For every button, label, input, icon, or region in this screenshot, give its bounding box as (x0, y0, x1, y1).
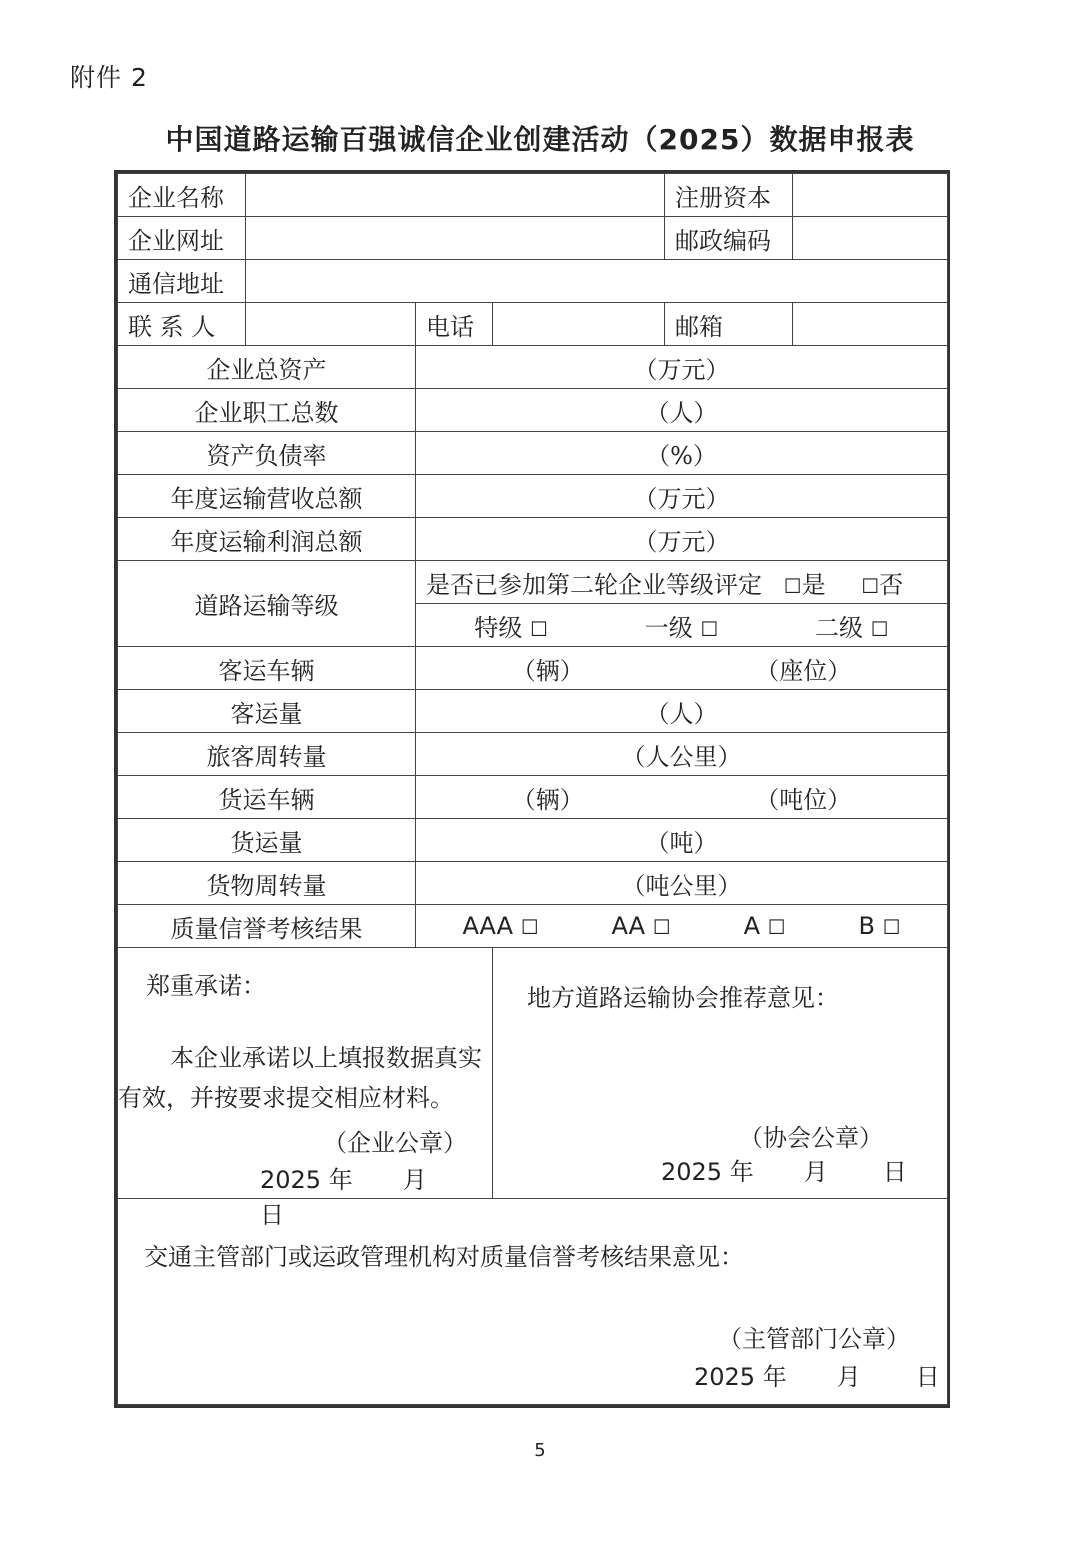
date-month: 月 (803, 1158, 828, 1186)
contact-label: 联 系 人 (118, 303, 246, 346)
level-special-checkbox[interactable] (474, 608, 548, 643)
postal-code-field[interactable] (793, 217, 948, 260)
row-input[interactable]: （%） (416, 432, 948, 475)
pledge-row (118, 948, 948, 1199)
employees-row (118, 389, 948, 432)
row-label: 旅客周转量 (118, 733, 416, 776)
company-name-row (118, 174, 948, 217)
level-label: 特级 (474, 613, 523, 642)
unit-label: （座位） (755, 656, 852, 685)
debt-ratio-row (118, 432, 948, 475)
freight-turnover-row (118, 862, 948, 905)
phone-label: 电话 (416, 303, 493, 346)
form-table (117, 173, 948, 1405)
passenger-volume-row (118, 690, 948, 733)
association-cell[interactable] (493, 948, 948, 1199)
registered-capital-field[interactable] (793, 174, 948, 217)
website-label: 企业网址 (118, 217, 246, 260)
grade-question-cell (416, 561, 948, 604)
row-input[interactable]: （吨） (416, 819, 948, 862)
authority-date (694, 1357, 940, 1392)
registered-capital-label: 注册资本 (665, 174, 793, 217)
freight-volume-row (118, 819, 948, 862)
row-input[interactable]: （人） (416, 389, 948, 432)
date-day: 日 (882, 1158, 907, 1186)
grade-levels-cell (416, 604, 948, 647)
company-name-label: 企业名称 (118, 174, 246, 217)
form-title: 中国道路运输百强诚信企业创建活动（2025）数据申报表 (165, 123, 915, 156)
row-input[interactable]: （人公里） (416, 733, 948, 776)
website-row (118, 217, 948, 260)
checkbox-icon: ☐ (783, 573, 802, 598)
row-input[interactable]: （万元） (416, 475, 948, 518)
credit-b-checkbox[interactable] (858, 912, 900, 940)
level-label: 一级 (644, 613, 693, 642)
address-row (118, 260, 948, 303)
row-label: 年度运输营收总额 (118, 475, 416, 518)
grade-yes-label: 是 (801, 570, 826, 599)
company-name-field[interactable] (246, 174, 665, 217)
unit-label: （辆） (511, 785, 584, 814)
email-label: 邮箱 (665, 303, 793, 346)
pledge-text (118, 1038, 518, 1118)
email-field[interactable] (793, 303, 948, 346)
date-month: 月 (402, 1166, 427, 1194)
row-label: 资产负债率 (118, 432, 416, 475)
option-label: AA (611, 912, 646, 940)
date-year: 2025 年 (260, 1166, 353, 1194)
row-label: 客运车辆 (118, 647, 416, 690)
credit-a-checkbox[interactable] (744, 912, 786, 940)
row-input[interactable]: （吨公里） (416, 862, 948, 905)
level-label: 二级 (815, 613, 864, 642)
row-input[interactable]: （人） (416, 690, 948, 733)
unit-label: （辆） (511, 656, 584, 685)
contact-field[interactable] (246, 303, 416, 346)
attachment-label: 附件 2 (70, 63, 148, 92)
phone-field[interactable] (493, 303, 665, 346)
option-label: A (743, 912, 760, 940)
authority-row (118, 1199, 948, 1405)
authority-heading: 交通主管部门或运政管理机构对质量信誉考核结果意见： (144, 1243, 744, 1271)
checkbox-icon: ☐ (700, 616, 719, 641)
credit-aaa-checkbox[interactable] (462, 912, 538, 940)
association-heading: 地方道路运输协会推荐意见： (527, 984, 839, 1012)
date-month: 月 (836, 1363, 861, 1391)
contact-row (118, 303, 948, 346)
freight-vehicles-row (118, 776, 948, 819)
level-first-checkbox[interactable] (645, 608, 719, 643)
revenue-row (118, 475, 948, 518)
row-label: 企业总资产 (118, 346, 416, 389)
row-input[interactable]: （万元） (416, 518, 948, 561)
row-label: 企业职工总数 (118, 389, 416, 432)
credit-row (118, 905, 948, 948)
level-second-checkbox[interactable] (815, 608, 889, 643)
checkbox-icon: ☐ (767, 915, 786, 939)
unit-label: （吨位） (755, 785, 852, 814)
freight-vehicles-input[interactable] (416, 776, 948, 819)
association-seal-label: （协会公章） (739, 1124, 883, 1152)
checkbox-icon: ☐ (870, 616, 889, 641)
address-label: 通信地址 (118, 260, 246, 303)
row-label: 货物周转量 (118, 862, 416, 905)
address-field[interactable] (246, 260, 948, 303)
authority-cell[interactable] (118, 1199, 948, 1405)
passenger-vehicles-input[interactable] (416, 647, 948, 690)
association-date (661, 1152, 907, 1187)
pledge-cell[interactable] (118, 948, 493, 1229)
grade-no-checkbox[interactable] (861, 571, 903, 599)
date-year: 2025 年 (694, 1363, 787, 1391)
row-label: 货运车辆 (118, 776, 416, 819)
grade-row-1 (118, 561, 948, 604)
checkbox-icon: ☐ (530, 616, 548, 641)
pledge-line-1: 本企业承诺以上填报数据真实 (170, 1044, 482, 1072)
date-day: 日 (260, 1201, 284, 1229)
credit-aa-checkbox[interactable] (612, 912, 671, 940)
company-seal-label: （企业公章） (323, 1129, 467, 1157)
pledge-heading: 郑重承诺： (146, 972, 266, 1000)
profit-row (118, 518, 948, 561)
date-year: 2025 年 (661, 1158, 754, 1186)
row-label: 货运量 (118, 819, 416, 862)
checkbox-icon: ☐ (652, 915, 671, 939)
row-label: 客运量 (118, 690, 416, 733)
option-label: B (858, 912, 875, 940)
date-day: 日 (915, 1363, 940, 1391)
pledge-line-2: 有效，并按要求提交相应材料。 (118, 1084, 454, 1112)
total-assets-row (118, 346, 948, 389)
checkbox-icon: ☐ (882, 915, 901, 939)
authority-seal-label: （主管部门公章） (718, 1325, 910, 1353)
credit-options-cell (416, 905, 948, 948)
row-label: 年度运输利润总额 (118, 518, 416, 561)
grade-no-label: 否 (879, 570, 904, 599)
website-field[interactable] (246, 217, 665, 260)
grade-question: 是否已参加第二轮企业等级评定 (426, 570, 762, 599)
passenger-turnover-row (118, 733, 948, 776)
credit-label: 质量信誉考核结果 (118, 905, 416, 948)
postal-code-label: 邮政编码 (665, 217, 793, 260)
passenger-vehicles-row (118, 647, 948, 690)
grade-label: 道路运输等级 (118, 561, 416, 647)
page-number: 5 (534, 1440, 546, 1461)
row-input[interactable]: （万元） (416, 346, 948, 389)
option-label: AAA (462, 912, 514, 940)
checkbox-icon: ☐ (520, 915, 539, 939)
declaration-form (114, 170, 950, 1408)
grade-yes-checkbox[interactable] (784, 571, 826, 599)
checkbox-icon: ☐ (861, 573, 880, 598)
